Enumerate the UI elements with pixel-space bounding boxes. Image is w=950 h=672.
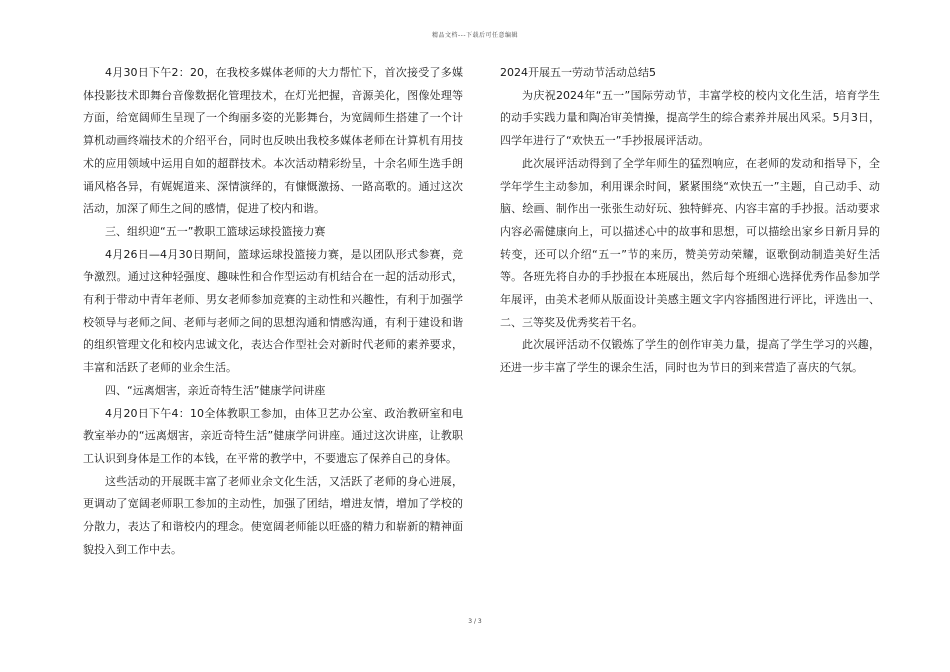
paragraph: 此次展评活动得到了全学年师生的猛烈响应，在老师的发动和指导下，全学年学生主动参加，利用课余时间，紧紧围绕“欢快五一”主题，自己动手、动脑、绘画、制作出一张张生动好玩、独特鲜亮、内容丰富的手抄报。活动要求内容必需健康向上，可以描述心中的故事和思想，可以描绘出家乡日新月异的转变，还可以介绍“五一”节的来历，赞美劳动荣耀，讴歌倒动制造美好生活等。各班先将自办的手抄报在本班展出，然后每个班细心选择优秀作品参加学年展评，由美术老师从版面设计美感主题文字内容插图进行评比，评选出一、二、三等奖及优秀奖若干名。 — [500, 156, 880, 329]
right-column — [500, 62, 880, 380]
paragraph: 4月30日下午2：20，在我校多媒体老师的大力帮忙下，首次接受了多媒体投影技术即舞台音像数据化管理技术，在灯光把握，音源美化，图像处理等方面，给宽阔师生呈现了一个绚丽多姿的光影舞台，为宽阔师生搭建了一个计算机动画终端技术的介绍平台，同时也反映出我校多媒体老师在计算机有用技术的应用领域中运用自如的超群技术。本次活动精彩纷呈，十余名师生选手朗诵风格各异，有娓娓道来、深情演绎的，有慷慨激扬、一路高歌的。通过这次活动，加深了师生之间的感情，促进了校内和谐。 — [83, 66, 463, 216]
section-heading: 四、“远离烟害，亲近奇特生活”健康学问讲座 — [105, 383, 326, 397]
left-column — [83, 62, 463, 561]
paragraph: 为庆祝2024年“五一”国际劳动节，丰富学校的校内文化生活，培育学生的动手实践力量和陶冶审美情操，提高学生的综合素养并展出风采。5月3日，四学年进行了“欢快五一”手抄报展评活动。 — [500, 88, 880, 148]
article-title: 2024开展五一劳动节活动总结5 — [500, 66, 656, 79]
page-number: 3 / 3 — [468, 618, 482, 625]
paragraph: 这些活动的开展既丰富了老师业余文化生活，又活跃了老师的身心进展，更调动了宽阔老师职工参加的主动性，加强了团结，增进友情，增加了学校的分散力，表达了和谐校内的理念。使宽阔老师能以旺盛的精力和崭新的精神面貌投入到工作中去。 — [83, 474, 463, 556]
section-heading: 三、组织迎“五一”教职工篮球运球投篮接力赛 — [105, 224, 326, 238]
paragraph: 此次展评活动不仅锻炼了学生的创作审美力量，提高了学生学习的兴趣，还进一步丰富了学生的课余生活，同时也为节日的到来营造了喜庆的气氛。 — [500, 338, 880, 375]
paragraph: 4月20日下午4：10全体教职工参加，由体卫艺办公室、政治教研室和电教室举办的“远离烟害，亲近奇特生活”健康学问讲座。通过这次讲座，让教职工认识到身体是工作的本钱，在平常的教学中，不要遗忘了保养自己的身体。 — [83, 406, 463, 465]
page-header: 精品文档---下载后可任意编辑 — [432, 32, 518, 39]
paragraph: 4月26日—4月30日期间，篮球运球投篮接力赛，是以团队形式参赛，竞争激烈。通过这种轻强度、趣味性和合作型运动有机结合在一起的活动形式，有利于带动中青年老师、男女老师参加竞赛的主动性和兴趣性，有利于加强学校领导与老师之间、老师与老师之间的思想沟通和情感沟通，有利于建设和谐的组织管理文化和校内忠诚文化，表达合作型社会对新时代老师的素养要求，丰富和活跃了老师的业余生活。 — [83, 247, 463, 375]
